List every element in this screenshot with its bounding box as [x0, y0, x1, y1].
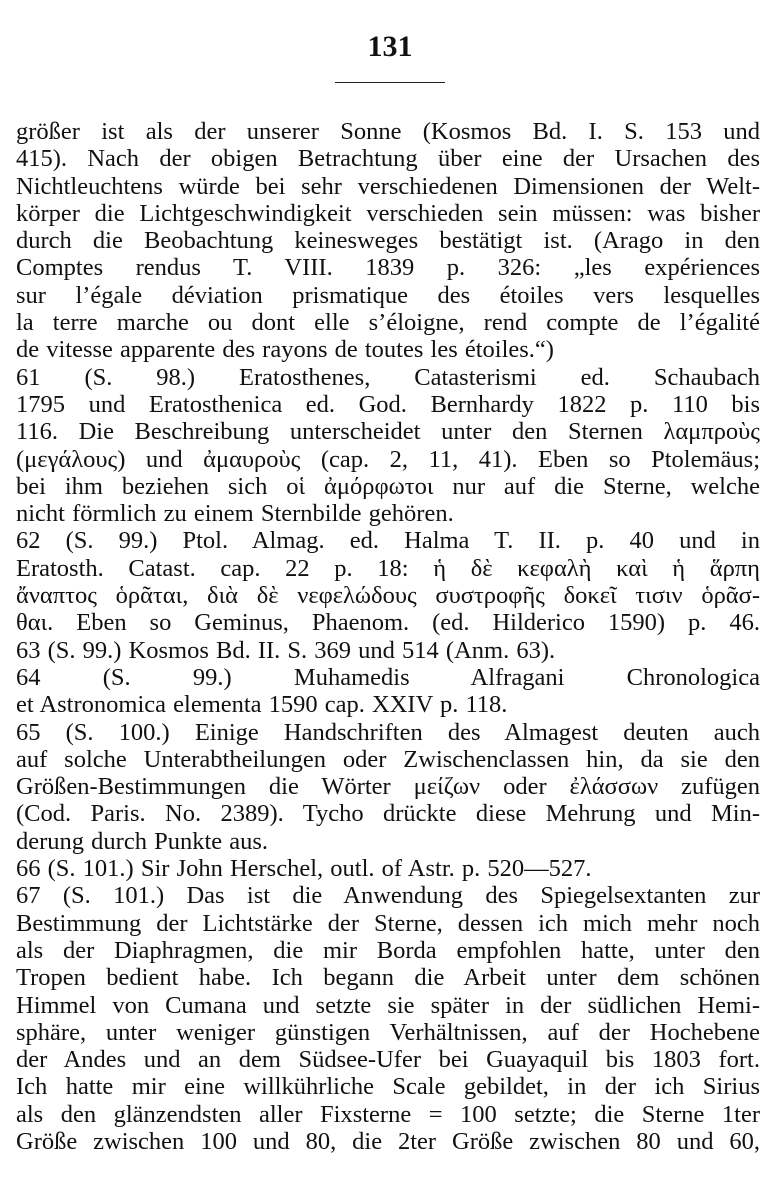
- header-rule: [335, 82, 445, 83]
- text-line: durch die Beobachtung keinesweges bestätigt ist. (Arago in den: [16, 227, 760, 255]
- text-line: Bestimmung der Lichtstärke der Sterne, dessen ich mich mehr noch: [16, 909, 760, 937]
- text-line: θαι. Eben so Geminus, Phaenom. (ed. Hilderico 1590) p. 46.: [16, 609, 760, 637]
- text-line: 66 (S. 101.) Sir John Herschel, outl. of Astr. p. 520—527.: [16, 855, 592, 883]
- text-line: Himmel von Cumana und setzte sie später in der südlichen Hemi-: [16, 991, 760, 1019]
- text-line: 116. Die Beschreibung unterscheidet unter den Sternen λαμπροὺς: [16, 418, 760, 446]
- text-line: Ich hatte mir eine willkührliche Scale gebildet, in der ich Sirius: [16, 1073, 760, 1101]
- text-line: 64 (S. 99.) Muhamedis Alfragani Chronologica: [16, 663, 760, 691]
- text-line: 65 (S. 100.) Einige Handschriften des Almagest deuten auch: [16, 718, 760, 746]
- text-line: Tropen bedient habe. Ich begann die Arbeit unter dem schönen: [16, 964, 760, 992]
- text-line: als den glänzendsten aller Fixsterne = 100 setzte; die Sterne 1ter: [16, 1100, 760, 1128]
- text-line: 415). Nach der obigen Betrachtung über eine der Ursachen des: [16, 145, 760, 173]
- text-line: nicht förmlich zu einem Sternbilde gehören.: [16, 500, 454, 528]
- text-line: körper die Lichtgeschwindigkeit verschieden sein müssen: was bisher: [16, 199, 760, 227]
- text-line: 1795 und Eratosthenica ed. God. Bernhardy 1822 p. 110 bis: [16, 390, 760, 418]
- page-number: 131: [367, 30, 413, 63]
- text-line: de vitesse apparente des rayons de toutes les étoiles.“): [16, 336, 554, 364]
- text-line: bei ihm beziehen sich οἱ ἀμόρφωτοι nur auf die Sterne, welche: [16, 472, 760, 500]
- text-line: 62 (S. 99.) Ptol. Almag. ed. Halma T. II. p. 40 und in: [16, 527, 760, 555]
- text-line: als der Diaphragmen, die mir Borda empfohlen hatte, unter den: [16, 936, 760, 964]
- text-line: Comptes rendus T. VIII. 1839 p. 326: „les expériences: [16, 254, 760, 282]
- text-line: (Cod. Paris. No. 2389). Tycho drückte diese Mehrung und Min-: [16, 800, 760, 828]
- text-line: derung durch Punkte aus.: [16, 827, 269, 855]
- text-line: 63 (S. 99.) Kosmos Bd. II. S. 369 und 514 (Anm. 63).: [16, 636, 556, 664]
- text-line: Eratosth. Catast. cap. 22 p. 18: ἡ δὲ κεφαλὴ καὶ ἡ ἅρπη: [16, 554, 760, 582]
- text-line: 61 (S. 98.) Eratosthenes, Catasterismi ed. Schaubach: [16, 363, 760, 391]
- text-line: sur l’égale déviation prismatique des étoiles vers lesquelles: [16, 281, 760, 309]
- text-line: et Astronomica elementa 1590 cap. XXIV p. 118.: [16, 691, 508, 719]
- text-line: größer ist als der unserer Sonne (Kosmos Bd. I. S. 153 und: [16, 118, 760, 145]
- text-line: ἄναπτος ὁρᾶται, διὰ δὲ νεφελώδους συστροφῆς δοκεῖ τισιν ὁρᾶσ-: [16, 582, 760, 610]
- footnote-text-block: [16, 118, 760, 1155]
- text-line: Größe zwischen 100 und 80, die 2ter Größe zwischen 80 und 60,: [16, 1127, 760, 1155]
- text-line: Nichtleuchtens würde bei sehr verschiedenen Dimensionen der Welt-: [16, 172, 760, 200]
- text-line: sphäre, unter weniger günstigen Verhältnissen, auf der Hochebene: [16, 1018, 760, 1046]
- text-line: der Andes und an dem Südsee-Ufer bei Guayaquil bis 1803 fort.: [16, 1046, 760, 1074]
- text-line: 67 (S. 101.) Das ist die Anwendung des Spiegelsextanten zur: [16, 882, 760, 910]
- text-line: auf solche Unterabtheilungen oder Zwischenclassen hin, da sie den: [16, 745, 760, 773]
- text-line: Größen-Bestimmungen die Wörter μείζων oder ἐλάσσων zufügen: [16, 773, 760, 801]
- text-line: (μεγάλους) und ἀμαυροὺς (cap. 2, 11, 41). Eben so Ptolemäus;: [16, 445, 760, 473]
- text-line: la terre marche ou dont elle s’éloigne, rend compte de l’égalité: [16, 309, 760, 337]
